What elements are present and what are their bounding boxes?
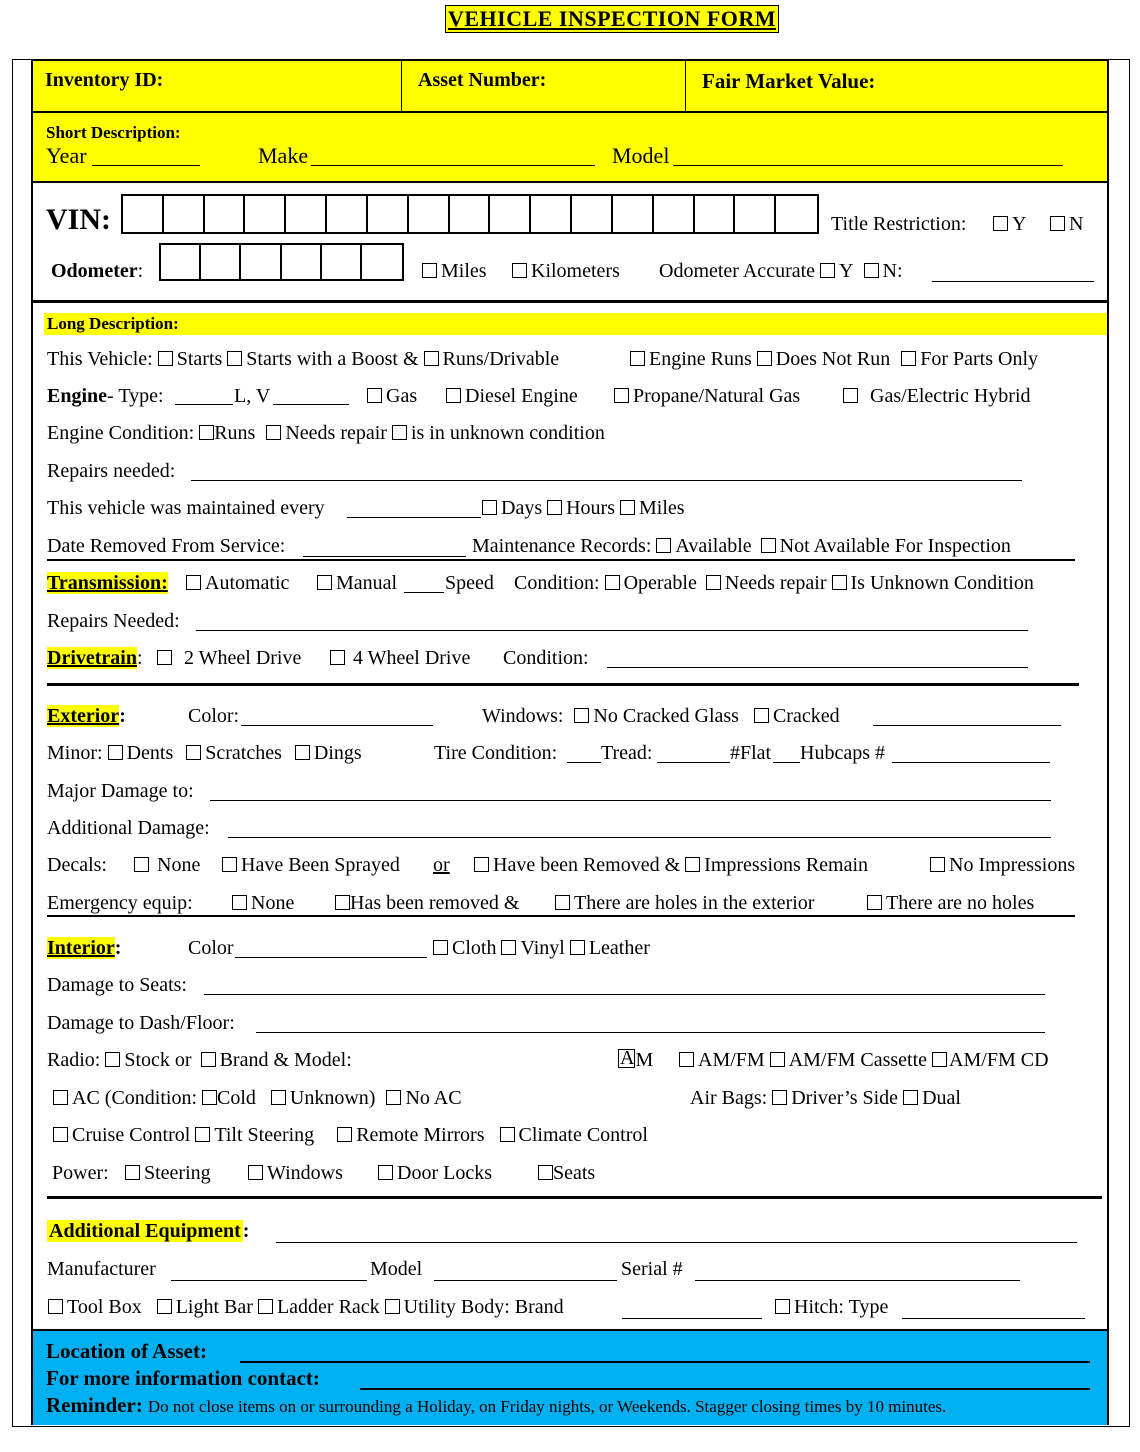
- interior-color-label: Color: [188, 937, 234, 959]
- engine-cylinders-field[interactable]: [273, 404, 349, 405]
- air-bags-label: Air Bags:: [690, 1087, 768, 1109]
- minor-label: Minor:: [47, 742, 103, 764]
- section-divider: [33, 300, 1107, 303]
- or-label: or: [433, 854, 450, 876]
- decals-removed-label: Have been Removed &: [493, 854, 681, 876]
- short-description-band: [33, 113, 1107, 183]
- title-restriction-n-label: N: [1069, 213, 1084, 235]
- starts-boost-label: Starts with a Boost &: [246, 348, 419, 370]
- transmission-condition-label: Condition:: [514, 572, 600, 594]
- engine-condition-needs-repair-label: Needs repair: [285, 422, 387, 444]
- equipment-model-field[interactable]: [434, 1280, 617, 1281]
- ladder-rack-checkbox[interactable]: [258, 1299, 273, 1314]
- exterior-colon: :: [119, 705, 126, 727]
- speed-field[interactable]: [404, 592, 444, 593]
- stock-or-label: Stock or: [124, 1049, 192, 1071]
- cracked-field[interactable]: [873, 725, 1061, 726]
- manual-checkbox[interactable]: [317, 575, 332, 590]
- additional-equipment-label: Additional Equipment: [49, 1220, 241, 1242]
- odometer-accurate-y-checkbox[interactable]: [820, 263, 835, 278]
- section-divider: [47, 915, 1075, 917]
- transmission-label: Transmission:: [47, 572, 168, 594]
- drivetrain-colon: :: [136, 647, 143, 669]
- hitch-label: Hitch: Type: [794, 1296, 889, 1318]
- maintained-every-label: This vehicle was maintained every: [47, 497, 325, 519]
- decals-label: Decals:: [47, 854, 107, 876]
- vin-boxes[interactable]: [121, 194, 819, 234]
- section-divider: [47, 559, 1075, 561]
- decals-removed-checkbox[interactable]: [474, 857, 489, 872]
- date-removed-label: Date Removed From Service:: [47, 535, 286, 557]
- engine-condition-unknown-checkbox[interactable]: [392, 425, 407, 440]
- impressions-remain-label: Impressions Remain: [704, 854, 869, 876]
- utility-body-label: Utility Body: Brand: [403, 1296, 564, 1318]
- four-wd-label: 4 Wheel Drive: [353, 647, 471, 669]
- two-wd-checkbox[interactable]: [157, 650, 172, 665]
- for-parts-checkbox[interactable]: [901, 351, 916, 366]
- damage-seats-label: Damage to Seats:: [47, 974, 187, 996]
- model-label: Model: [612, 143, 670, 168]
- section-divider: [47, 683, 1079, 686]
- power-steering-label: Steering: [144, 1162, 211, 1184]
- automatic-label: Automatic: [205, 572, 290, 594]
- tool-box-label: Tool Box: [67, 1296, 142, 1318]
- automatic-checkbox[interactable]: [186, 575, 201, 590]
- manual-label: Manual: [336, 572, 398, 594]
- no-holes-checkbox[interactable]: [867, 895, 882, 910]
- engine-runs-label: Engine Runs: [649, 348, 752, 370]
- speed-label: Speed: [445, 572, 494, 594]
- dings-label: Dings: [313, 742, 362, 764]
- miles-label: Miles: [441, 260, 487, 282]
- drivers-side-label: Driver’s Side: [791, 1087, 899, 1109]
- starts-checkbox[interactable]: [158, 351, 173, 366]
- cloth-label: Cloth: [452, 937, 497, 959]
- utility-body-field[interactable]: [622, 1318, 762, 1319]
- interior-colon: :: [114, 937, 122, 959]
- no-ac-label: No AC: [405, 1087, 462, 1109]
- power-seats-checkbox[interactable]: [538, 1165, 553, 1180]
- propane-label: Propane/Natural Gas: [633, 385, 801, 407]
- exterior-color-label: Color:: [188, 705, 240, 727]
- additional-equipment-field[interactable]: [276, 1242, 1077, 1243]
- amfm-cd-checkbox[interactable]: [932, 1052, 947, 1067]
- dings-checkbox[interactable]: [295, 745, 310, 760]
- header-divider: [401, 61, 402, 111]
- runs-drivable-checkbox[interactable]: [424, 351, 439, 366]
- two-wd-label: 2 Wheel Drive: [184, 647, 302, 669]
- tread-label: Tread:: [601, 742, 653, 764]
- maintained-miles-checkbox[interactable]: [620, 500, 635, 515]
- l-v-label: L, V: [234, 385, 271, 407]
- no-cracked-glass-label: No Cracked Glass: [593, 705, 739, 727]
- transmission-unknown-label: Is Unknown Condition: [850, 572, 1034, 594]
- available-checkbox[interactable]: [656, 538, 671, 553]
- for-parts-label: For Parts Only: [920, 348, 1039, 370]
- additional-damage-label: Additional Damage:: [47, 817, 210, 839]
- gas-checkbox[interactable]: [367, 388, 382, 403]
- power-windows-checkbox[interactable]: [248, 1165, 263, 1180]
- repairs-needed-field[interactable]: [191, 480, 1022, 481]
- title-restriction-n-checkbox[interactable]: [1050, 216, 1065, 231]
- odometer-label: Odometer: [51, 260, 138, 282]
- amfm-checkbox[interactable]: [679, 1052, 694, 1067]
- power-label: Power:: [52, 1162, 109, 1184]
- impressions-remain-checkbox[interactable]: [685, 857, 700, 872]
- maintenance-records-label: Maintenance Records:: [472, 535, 652, 557]
- ac-unknown-label: Unknown): [289, 1087, 376, 1109]
- tool-box-checkbox[interactable]: [48, 1299, 63, 1314]
- scratches-label: Scratches: [205, 742, 282, 764]
- light-bar-checkbox[interactable]: [157, 1299, 172, 1314]
- transmission-repairs-label: Repairs Needed:: [47, 610, 180, 632]
- cloth-checkbox[interactable]: [433, 940, 448, 955]
- transmission-unknown-checkbox[interactable]: [832, 575, 847, 590]
- tire-condition-label: Tire Condition:: [434, 742, 558, 764]
- section-divider: [47, 1196, 1102, 1199]
- hitch-checkbox[interactable]: [775, 1299, 790, 1314]
- hitch-field[interactable]: [902, 1318, 1085, 1319]
- ac-label: AC (Condition:: [72, 1087, 198, 1109]
- tilt-label: Tilt Steering: [214, 1124, 315, 1146]
- drivetrain-label: Drivetrain: [47, 647, 137, 669]
- light-bar-label: Light Bar: [175, 1296, 253, 1318]
- engine-condition-unknown-label: is in unknown condition: [410, 422, 605, 444]
- brand-model-label: Brand & Model:: [219, 1049, 352, 1071]
- tread-field[interactable]: [657, 762, 730, 763]
- runs-drivable-label: Runs/Drivable: [442, 348, 560, 370]
- repairs-needed-label: Repairs needed:: [47, 460, 176, 482]
- no-cracked-glass-checkbox[interactable]: [574, 708, 589, 723]
- title-restriction-y-label: Y: [1012, 213, 1027, 235]
- damage-dash-field[interactable]: [256, 1032, 1045, 1033]
- damage-seats-field[interactable]: [204, 994, 1045, 995]
- emergency-removed-label: Has been removed &: [350, 892, 520, 914]
- reminder-text: Do not close items on or surrounding a Holiday, on Friday nights, or Weekends. Stagger closing times by 10 minutes.: [147, 1397, 947, 1416]
- utility-body-checkbox[interactable]: [385, 1299, 400, 1314]
- no-impressions-checkbox[interactable]: [930, 857, 945, 872]
- contact-field[interactable]: [360, 1388, 1090, 1390]
- does-not-run-checkbox[interactable]: [757, 351, 772, 366]
- cruise-checkbox[interactable]: [53, 1127, 68, 1142]
- serial-label: Serial #: [621, 1258, 683, 1280]
- kilometers-label: Kilometers: [531, 260, 620, 282]
- gas-label: Gas: [386, 385, 418, 407]
- title-restriction-y-checkbox[interactable]: [993, 216, 1008, 231]
- amfm-cd-label: AM/FM CD: [949, 1049, 1049, 1071]
- vin-label: VIN:: [46, 203, 111, 236]
- odometer-colon: :: [137, 260, 144, 282]
- ac-checkbox[interactable]: [53, 1090, 68, 1105]
- tilt-checkbox[interactable]: [195, 1127, 210, 1142]
- year-field[interactable]: [92, 165, 200, 166]
- hubcaps-field[interactable]: [892, 762, 1050, 763]
- sprayed-checkbox[interactable]: [222, 857, 237, 872]
- hours-label: Hours: [566, 497, 615, 519]
- am-label-m: M: [635, 1049, 654, 1071]
- additional-damage-field[interactable]: [228, 837, 1051, 838]
- hubcaps-label: Hubcaps #: [800, 742, 885, 764]
- odometer-accurate-label: Odometer Accurate: [659, 260, 816, 282]
- decals-none-checkbox[interactable]: [134, 857, 149, 872]
- propane-checkbox[interactable]: [614, 388, 629, 403]
- power-door-locks-label: Door Locks: [397, 1162, 492, 1184]
- odometer-accurate-n-label: N:: [882, 260, 903, 282]
- hybrid-label: Gas/Electric Hybrid: [870, 385, 1031, 407]
- exterior-color-field[interactable]: [241, 725, 433, 726]
- miles-checkbox[interactable]: [422, 263, 437, 278]
- hours-checkbox[interactable]: [547, 500, 562, 515]
- emergency-none-label: None: [251, 892, 295, 914]
- operable-label: Operable: [623, 572, 697, 594]
- engine-condition-runs-checkbox[interactable]: [199, 425, 214, 440]
- starts-label: Starts: [176, 348, 223, 370]
- engine-type-label: - Type:: [107, 385, 164, 407]
- drivetrain-condition-field[interactable]: [607, 667, 1028, 668]
- damage-dash-label: Damage to Dash/Floor:: [47, 1012, 235, 1034]
- climate-checkbox[interactable]: [500, 1127, 515, 1142]
- leather-label: Leather: [588, 937, 650, 959]
- make-label: Make: [258, 143, 309, 168]
- decals-none-label: None: [157, 854, 201, 876]
- diesel-checkbox[interactable]: [446, 388, 461, 403]
- interior-label: Interior: [47, 937, 115, 959]
- form-title: VEHICLE INSPECTION FORM: [445, 5, 779, 33]
- not-available-checkbox[interactable]: [761, 538, 776, 553]
- engine-label: Engine: [47, 385, 108, 407]
- remote-mirrors-label: Remote Mirrors: [356, 1124, 485, 1146]
- additional-equipment-colon: :: [242, 1220, 250, 1242]
- cruise-label: Cruise Control: [72, 1124, 191, 1146]
- asset-number-label: Asset Number:: [418, 69, 547, 91]
- power-steering-checkbox[interactable]: [125, 1165, 140, 1180]
- holes-checkbox[interactable]: [555, 895, 570, 910]
- header-band: [33, 61, 1107, 113]
- ac-unknown-checkbox[interactable]: [271, 1090, 286, 1105]
- flat-label: #Flat: [730, 742, 772, 764]
- dual-checkbox[interactable]: [903, 1090, 918, 1105]
- location-label: Location of Asset:: [46, 1339, 207, 1363]
- radio-label: Radio:: [47, 1049, 101, 1071]
- power-door-locks-checkbox[interactable]: [378, 1165, 393, 1180]
- date-removed-field[interactable]: [303, 556, 466, 557]
- engine-condition-label: Engine Condition:: [47, 422, 195, 444]
- ac-cold-label: Cold: [217, 1087, 256, 1109]
- no-holes-label: There are no holes: [886, 892, 1035, 914]
- year-label: Year: [46, 143, 87, 168]
- engine-condition-runs-label: Runs: [214, 422, 256, 444]
- header-divider: [685, 61, 686, 111]
- am-label-a: A: [620, 1047, 635, 1069]
- dents-label: Dents: [126, 742, 174, 764]
- power-windows-label: Windows: [267, 1162, 343, 1184]
- tire-condition-field[interactable]: [567, 762, 601, 763]
- odometer-accurate-n-field[interactable]: [932, 281, 1094, 282]
- exterior-label: Exterior: [47, 705, 120, 727]
- leather-checkbox[interactable]: [570, 940, 585, 955]
- major-damage-field[interactable]: [210, 800, 1051, 801]
- odometer-accurate-n-checkbox[interactable]: [864, 263, 879, 278]
- maintained-miles-label: Miles: [639, 497, 685, 519]
- no-impressions-label: No Impressions: [949, 854, 1076, 876]
- emergency-none-checkbox[interactable]: [232, 895, 247, 910]
- engine-condition-needs-repair-checkbox[interactable]: [266, 425, 281, 440]
- long-description-label: Long Description:: [47, 314, 179, 333]
- days-label: Days: [501, 497, 543, 519]
- days-checkbox[interactable]: [482, 500, 497, 515]
- maintained-every-field[interactable]: [347, 517, 481, 518]
- vinyl-checkbox[interactable]: [501, 940, 516, 955]
- reminder-label: Reminder:: [46, 1393, 143, 1417]
- inventory-id-label: Inventory ID:: [45, 69, 164, 91]
- interior-color-field[interactable]: [235, 957, 427, 958]
- short-description-label: Short Description:: [46, 123, 181, 142]
- vinyl-label: Vinyl: [520, 937, 565, 959]
- available-label: Available: [675, 535, 752, 557]
- location-field[interactable]: [240, 1361, 1090, 1363]
- odometer-boxes[interactable]: [159, 243, 404, 281]
- cracked-checkbox[interactable]: [754, 708, 769, 723]
- diesel-label: Diesel Engine: [465, 385, 578, 407]
- no-ac-checkbox[interactable]: [386, 1090, 401, 1105]
- brand-model-checkbox[interactable]: [201, 1052, 216, 1067]
- amfm-cassette-label: AM/FM Cassette: [788, 1049, 928, 1071]
- transmission-needs-repair-label: Needs repair: [724, 572, 827, 594]
- power-seats-label: Seats: [553, 1162, 596, 1184]
- make-field[interactable]: [311, 165, 595, 166]
- cracked-label: Cracked: [772, 705, 840, 727]
- model-field[interactable]: [673, 165, 1063, 166]
- fair-market-value-label: Fair Market Value:: [702, 69, 876, 93]
- am-checkbox[interactable]: [618, 1049, 635, 1068]
- remote-mirrors-checkbox[interactable]: [337, 1127, 352, 1142]
- emergency-equip-label: Emergency equip:: [47, 892, 193, 914]
- hybrid-checkbox[interactable]: [843, 388, 858, 403]
- transmission-needs-repair-checkbox[interactable]: [706, 575, 721, 590]
- serial-field[interactable]: [695, 1280, 1020, 1281]
- dual-label: Dual: [922, 1087, 961, 1109]
- climate-label: Climate Control: [518, 1124, 648, 1146]
- dents-checkbox[interactable]: [108, 745, 123, 760]
- scratches-checkbox[interactable]: [186, 745, 201, 760]
- engine-runs-checkbox[interactable]: [630, 351, 645, 366]
- transmission-repairs-field[interactable]: [196, 630, 1028, 631]
- flat-field[interactable]: [773, 762, 800, 763]
- sprayed-label: Have Been Sprayed: [241, 854, 400, 876]
- kilometers-checkbox[interactable]: [512, 263, 527, 278]
- amfm-label: AM/FM: [698, 1049, 765, 1071]
- four-wd-checkbox[interactable]: [330, 650, 345, 665]
- not-available-label: Not Available For Inspection: [779, 535, 1011, 557]
- contact-label: For more information contact:: [46, 1366, 320, 1390]
- drivetrain-condition-label: Condition:: [503, 647, 589, 669]
- manufacturer-field[interactable]: [171, 1280, 367, 1281]
- amfm-cassette-checkbox[interactable]: [770, 1052, 785, 1067]
- does-not-run-label: Does Not Run: [775, 348, 891, 370]
- major-damage-label: Major Damage to:: [47, 780, 194, 802]
- manufacturer-label: Manufacturer: [47, 1258, 156, 1280]
- this-vehicle-label: This Vehicle:: [47, 348, 153, 370]
- stock-checkbox[interactable]: [105, 1052, 120, 1067]
- ladder-rack-label: Ladder Rack: [276, 1296, 380, 1318]
- equipment-model-label: Model: [370, 1258, 423, 1280]
- holes-label: There are holes in the exterior: [574, 892, 815, 914]
- title-restriction-label: Title Restriction:: [831, 213, 967, 235]
- drivers-side-checkbox[interactable]: [772, 1090, 787, 1105]
- odometer-accurate-y-label: Y: [839, 260, 854, 282]
- windows-label: Windows:: [482, 705, 564, 727]
- long-description-band: [44, 313, 1107, 335]
- emergency-removed-checkbox[interactable]: [335, 895, 350, 910]
- starts-boost-checkbox[interactable]: [227, 351, 242, 366]
- ac-cold-checkbox[interactable]: [202, 1090, 217, 1105]
- operable-checkbox[interactable]: [605, 575, 620, 590]
- engine-liters-field[interactable]: [175, 404, 233, 405]
